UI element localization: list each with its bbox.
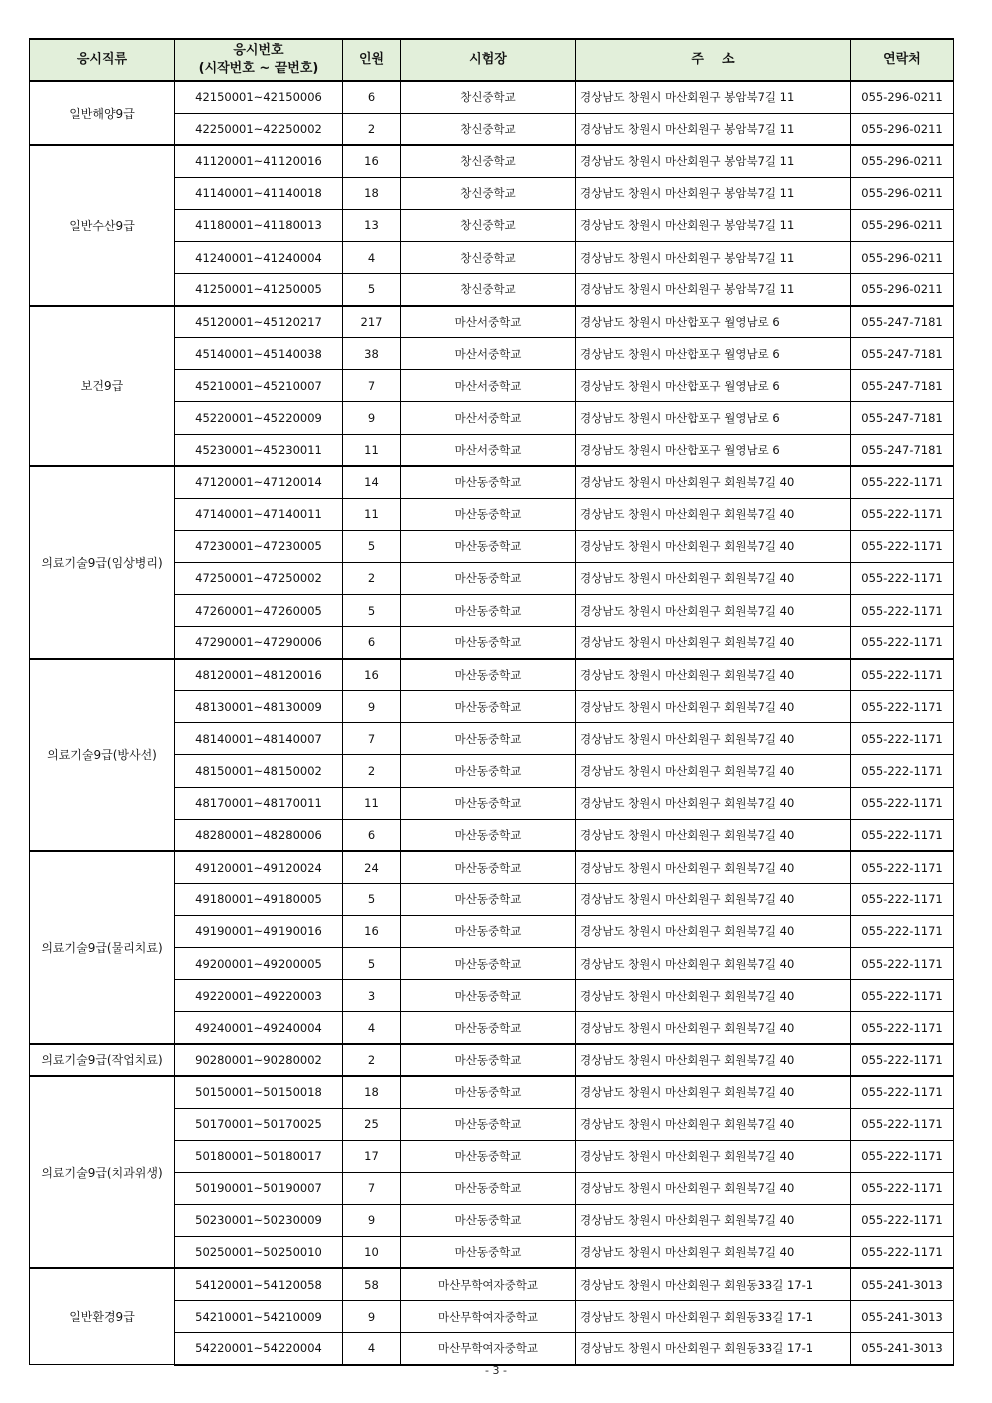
cell-address: 경상남도 창원시 마산회원구 회원북7길 40: [576, 819, 851, 851]
cell-job-category: 일반해양9급: [30, 81, 175, 145]
cell-address: 경상남도 창원시 마산회원구 회원북7길 40: [576, 723, 851, 755]
cell-venue: 마산동중학교: [401, 562, 576, 594]
cell-count: 13: [343, 209, 401, 241]
cell-contact: 055-222-1171: [851, 659, 954, 691]
cell-count: 2: [343, 562, 401, 594]
cell-address: 경상남도 창원시 마산회원구 회원북7길 40: [576, 851, 851, 883]
cell-venue: 마산서중학교: [401, 370, 576, 402]
cell-venue: 마산동중학교: [401, 883, 576, 915]
cell-exam-number-range: 49180001~49180005: [175, 883, 343, 915]
header-exam-number: [175, 39, 343, 81]
cell-venue: 마산서중학교: [401, 434, 576, 466]
cell-exam-number-range: 50150001~50150018: [175, 1076, 343, 1108]
header-count: 인원: [343, 39, 401, 81]
cell-address: 경상남도 창원시 마산회원구 회원북7길 40: [576, 595, 851, 627]
cell-contact: 055-222-1171: [851, 1172, 954, 1204]
cell-address: 경상남도 창원시 마산회원구 봉암북7길 11: [576, 274, 851, 306]
cell-venue: 마산서중학교: [401, 338, 576, 370]
cell-count: 9: [343, 691, 401, 723]
cell-address: 경상남도 창원시 마산회원구 회원북7길 40: [576, 691, 851, 723]
cell-exam-number-range: 50180001~50180017: [175, 1140, 343, 1172]
cell-venue: 마산동중학교: [401, 691, 576, 723]
cell-count: 7: [343, 370, 401, 402]
cell-address: 경상남도 창원시 마산회원구 회원북7길 40: [576, 915, 851, 947]
cell-count: 11: [343, 498, 401, 530]
cell-address: 경상남도 창원시 마산회원구 회원북7길 40: [576, 1012, 851, 1044]
cell-contact: 055-247-7181: [851, 434, 954, 466]
cell-exam-number-range: 41240001~41240004: [175, 241, 343, 273]
cell-contact: 055-296-0211: [851, 145, 954, 177]
cell-venue: 마산동중학교: [401, 948, 576, 980]
cell-contact: 055-222-1171: [851, 562, 954, 594]
cell-count: 4: [343, 1012, 401, 1044]
cell-exam-number-range: 49200001~49200005: [175, 948, 343, 980]
cell-count: 11: [343, 434, 401, 466]
cell-venue: 마산동중학교: [401, 1204, 576, 1236]
cell-address: 경상남도 창원시 마산합포구 월영남로 6: [576, 434, 851, 466]
cell-exam-number-range: 42150001~42150006: [175, 81, 343, 113]
cell-venue: 마산동중학교: [401, 1044, 576, 1076]
cell-address: 경상남도 창원시 마산회원구 회원북7길 40: [576, 498, 851, 530]
cell-count: 6: [343, 627, 401, 659]
cell-contact: 055-222-1171: [851, 1044, 954, 1076]
cell-contact: 055-296-0211: [851, 113, 954, 145]
cell-count: 11: [343, 787, 401, 819]
cell-address: 경상남도 창원시 마산회원구 회원동33길 17-1: [576, 1301, 851, 1333]
cell-venue: 창신중학교: [401, 113, 576, 145]
cell-address: 경상남도 창원시 마산회원구 회원북7길 40: [576, 980, 851, 1012]
cell-address: 경상남도 창원시 마산회원구 회원북7길 40: [576, 627, 851, 659]
cell-contact: 055-222-1171: [851, 595, 954, 627]
cell-contact: 055-222-1171: [851, 915, 954, 947]
cell-address: 경상남도 창원시 마산회원구 회원북7길 40: [576, 1204, 851, 1236]
cell-contact: 055-247-7181: [851, 338, 954, 370]
cell-count: 14: [343, 466, 401, 498]
cell-contact: 055-222-1171: [851, 530, 954, 562]
table-header: [30, 39, 954, 81]
cell-venue: 마산동중학교: [401, 915, 576, 947]
cell-venue: 마산무학여자중학교: [401, 1268, 576, 1300]
cell-exam-number-range: 41180001~41180013: [175, 209, 343, 241]
cell-address: 경상남도 창원시 마산회원구 봉암북7길 11: [576, 241, 851, 273]
cell-count: 58: [343, 1268, 401, 1300]
cell-venue: 마산동중학교: [401, 1236, 576, 1268]
cell-venue: 마산서중학교: [401, 306, 576, 338]
cell-count: 9: [343, 1301, 401, 1333]
cell-contact: 055-222-1171: [851, 948, 954, 980]
header-job: 응시직류: [30, 39, 175, 81]
cell-count: 38: [343, 338, 401, 370]
cell-venue: 마산동중학교: [401, 627, 576, 659]
cell-venue: 마산동중학교: [401, 1108, 576, 1140]
table-row: [30, 1044, 954, 1076]
cell-contact: 055-241-3013: [851, 1333, 954, 1365]
table-body: [30, 81, 954, 1365]
cell-venue: 마산동중학교: [401, 498, 576, 530]
header-venue: 시험장: [401, 39, 576, 81]
cell-exam-number-range: 45210001~45210007: [175, 370, 343, 402]
cell-venue: 마산서중학교: [401, 402, 576, 434]
cell-count: 6: [343, 819, 401, 851]
cell-count: 5: [343, 595, 401, 627]
cell-venue: 마산동중학교: [401, 1076, 576, 1108]
cell-count: 4: [343, 241, 401, 273]
cell-exam-number-range: 50230001~50230009: [175, 1204, 343, 1236]
cell-count: 5: [343, 274, 401, 306]
table-row: [30, 851, 954, 883]
cell-job-category: 일반수산9급: [30, 145, 175, 305]
cell-address: 경상남도 창원시 마산회원구 회원북7길 40: [576, 1108, 851, 1140]
cell-address: 경상남도 창원시 마산회원구 회원북7길 40: [576, 530, 851, 562]
exam-venue-table: [29, 38, 954, 1366]
cell-venue: 창신중학교: [401, 81, 576, 113]
cell-exam-number-range: 47140001~47140011: [175, 498, 343, 530]
cell-count: 217: [343, 306, 401, 338]
table-row: [30, 1076, 954, 1108]
cell-exam-number-range: 54120001~54120058: [175, 1268, 343, 1300]
cell-address: 경상남도 창원시 마산회원구 회원북7길 40: [576, 659, 851, 691]
cell-contact: 055-222-1171: [851, 627, 954, 659]
cell-address: 경상남도 창원시 마산회원구 봉암북7길 11: [576, 113, 851, 145]
cell-contact: 055-222-1171: [851, 498, 954, 530]
cell-job-category: 의료기술9급(방사선): [30, 659, 175, 852]
cell-exam-number-range: 54210001~54210009: [175, 1301, 343, 1333]
cell-count: 7: [343, 723, 401, 755]
cell-address: 경상남도 창원시 마산회원구 회원동33길 17-1: [576, 1333, 851, 1365]
cell-count: 9: [343, 402, 401, 434]
cell-contact: 055-222-1171: [851, 1140, 954, 1172]
page-number: - 3 -: [485, 1364, 507, 1377]
cell-contact: 055-247-7181: [851, 402, 954, 434]
cell-venue: 마산동중학교: [401, 595, 576, 627]
cell-address: 경상남도 창원시 마산회원구 회원북7길 40: [576, 1044, 851, 1076]
cell-contact: 055-296-0211: [851, 241, 954, 273]
cell-count: 5: [343, 883, 401, 915]
cell-venue: 마산동중학교: [401, 1012, 576, 1044]
cell-count: 3: [343, 980, 401, 1012]
cell-job-category: 의료기술9급(물리치료): [30, 851, 175, 1044]
cell-address: 경상남도 창원시 마산합포구 월영남로 6: [576, 306, 851, 338]
header-exam-number-line1: 응시번호: [233, 43, 284, 59]
cell-exam-number-range: 41140001~41140018: [175, 177, 343, 209]
cell-contact: 055-241-3013: [851, 1301, 954, 1333]
cell-address: 경상남도 창원시 마산회원구 회원북7길 40: [576, 466, 851, 498]
cell-exam-number-range: 47230001~47230005: [175, 530, 343, 562]
cell-count: 18: [343, 177, 401, 209]
cell-count: 10: [343, 1236, 401, 1268]
cell-exam-number-range: 42250001~42250002: [175, 113, 343, 145]
cell-job-category: 의료기술9급(치과위생): [30, 1076, 175, 1269]
cell-job-category: 보건9급: [30, 306, 175, 466]
cell-count: 18: [343, 1076, 401, 1108]
cell-exam-number-range: 50170001~50170025: [175, 1108, 343, 1140]
cell-address: 경상남도 창원시 마산회원구 회원북7길 40: [576, 787, 851, 819]
cell-count: 17: [343, 1140, 401, 1172]
cell-venue: 마산동중학교: [401, 1172, 576, 1204]
table-row: [30, 1268, 954, 1300]
cell-venue: 창신중학교: [401, 145, 576, 177]
cell-count: 6: [343, 81, 401, 113]
cell-venue: 창신중학교: [401, 274, 576, 306]
table-row: [30, 145, 954, 177]
cell-venue: 마산동중학교: [401, 530, 576, 562]
cell-address: 경상남도 창원시 마산회원구 회원북7길 40: [576, 948, 851, 980]
cell-venue: 마산무학여자중학교: [401, 1333, 576, 1365]
cell-exam-number-range: 49190001~49190016: [175, 915, 343, 947]
cell-address: 경상남도 창원시 마산합포구 월영남로 6: [576, 370, 851, 402]
cell-venue: 마산동중학교: [401, 755, 576, 787]
cell-venue: 마산동중학교: [401, 1140, 576, 1172]
cell-contact: 055-296-0211: [851, 177, 954, 209]
cell-venue: 창신중학교: [401, 241, 576, 273]
cell-count: 16: [343, 915, 401, 947]
cell-exam-number-range: 45120001~45120217: [175, 306, 343, 338]
cell-contact: 055-222-1171: [851, 851, 954, 883]
cell-exam-number-range: 47290001~47290006: [175, 627, 343, 659]
cell-address: 경상남도 창원시 마산회원구 회원북7길 40: [576, 755, 851, 787]
cell-venue: 창신중학교: [401, 177, 576, 209]
cell-count: 4: [343, 1333, 401, 1365]
cell-count: 2: [343, 113, 401, 145]
cell-exam-number-range: 48140001~48140007: [175, 723, 343, 755]
cell-contact: 055-222-1171: [851, 466, 954, 498]
cell-exam-number-range: 48120001~48120016: [175, 659, 343, 691]
cell-contact: 055-222-1171: [851, 1076, 954, 1108]
cell-address: 경상남도 창원시 마산회원구 회원북7길 40: [576, 883, 851, 915]
cell-count: 16: [343, 145, 401, 177]
cell-exam-number-range: 48280001~48280006: [175, 819, 343, 851]
cell-address: 경상남도 창원시 마산회원구 봉암북7길 11: [576, 145, 851, 177]
cell-exam-number-range: 50250001~50250010: [175, 1236, 343, 1268]
cell-contact: 055-222-1171: [851, 883, 954, 915]
cell-exam-number-range: 54220001~54220004: [175, 1333, 343, 1365]
cell-venue: 마산동중학교: [401, 723, 576, 755]
cell-exam-number-range: 45230001~45230011: [175, 434, 343, 466]
cell-address: 경상남도 창원시 마산회원구 봉암북7길 11: [576, 209, 851, 241]
cell-venue: 마산동중학교: [401, 466, 576, 498]
cell-contact: 055-222-1171: [851, 1236, 954, 1268]
cell-exam-number-range: 48130001~48130009: [175, 691, 343, 723]
cell-address: 경상남도 창원시 마산회원구 회원북7길 40: [576, 562, 851, 594]
header-address: 주 소: [576, 39, 851, 81]
cell-address: 경상남도 창원시 마산회원구 회원북7길 40: [576, 1172, 851, 1204]
cell-address: 경상남도 창원시 마산합포구 월영남로 6: [576, 338, 851, 370]
cell-contact: 055-222-1171: [851, 723, 954, 755]
cell-contact: 055-296-0211: [851, 81, 954, 113]
cell-count: 16: [343, 659, 401, 691]
cell-venue: 마산동중학교: [401, 851, 576, 883]
cell-venue: 마산동중학교: [401, 819, 576, 851]
cell-contact: 055-296-0211: [851, 274, 954, 306]
cell-count: 7: [343, 1172, 401, 1204]
cell-venue: 마산동중학교: [401, 659, 576, 691]
cell-exam-number-range: 49120001~49120024: [175, 851, 343, 883]
cell-count: 5: [343, 948, 401, 980]
cell-contact: 055-222-1171: [851, 1204, 954, 1236]
cell-address: 경상남도 창원시 마산회원구 회원북7길 40: [576, 1076, 851, 1108]
cell-exam-number-range: 48170001~48170011: [175, 787, 343, 819]
cell-contact: 055-222-1171: [851, 755, 954, 787]
table-row: [30, 81, 954, 113]
header-exam-number-line2: (시작번호 ~ 끝번호): [198, 61, 319, 76]
cell-address: 경상남도 창원시 마산회원구 봉암북7길 11: [576, 177, 851, 209]
header-contact: 연락처: [851, 39, 954, 81]
cell-job-category: 의료기술9급(작업치료): [30, 1044, 175, 1076]
cell-count: 25: [343, 1108, 401, 1140]
cell-exam-number-range: 48150001~48150002: [175, 755, 343, 787]
cell-address: 경상남도 창원시 마산회원구 회원동33길 17-1: [576, 1268, 851, 1300]
cell-count: 9: [343, 1204, 401, 1236]
cell-contact: 055-222-1171: [851, 1108, 954, 1140]
table-row: [30, 306, 954, 338]
cell-exam-number-range: 49220001~49220003: [175, 980, 343, 1012]
cell-exam-number-range: 90280001~90280002: [175, 1044, 343, 1076]
cell-exam-number-range: 47120001~47120014: [175, 466, 343, 498]
cell-address: 경상남도 창원시 마산합포구 월영남로 6: [576, 402, 851, 434]
cell-exam-number-range: 41120001~41120016: [175, 145, 343, 177]
cell-contact: 055-222-1171: [851, 980, 954, 1012]
cell-address: 경상남도 창원시 마산회원구 회원북7길 40: [576, 1236, 851, 1268]
cell-venue: 마산무학여자중학교: [401, 1301, 576, 1333]
cell-exam-number-range: 45220001~45220009: [175, 402, 343, 434]
table-row: [30, 659, 954, 691]
cell-count: 2: [343, 1044, 401, 1076]
cell-exam-number-range: 45140001~45140038: [175, 338, 343, 370]
cell-job-category: 의료기술9급(임상병리): [30, 466, 175, 659]
cell-venue: 마산동중학교: [401, 980, 576, 1012]
cell-contact: 055-222-1171: [851, 691, 954, 723]
cell-venue: 마산동중학교: [401, 787, 576, 819]
cell-exam-number-range: 41250001~41250005: [175, 274, 343, 306]
cell-contact: 055-241-3013: [851, 1268, 954, 1300]
cell-job-category: 일반환경9급: [30, 1268, 175, 1364]
cell-contact: 055-247-7181: [851, 306, 954, 338]
cell-count: 2: [343, 755, 401, 787]
cell-exam-number-range: 47260001~47260005: [175, 595, 343, 627]
cell-exam-number-range: 50190001~50190007: [175, 1172, 343, 1204]
cell-contact: 055-222-1171: [851, 819, 954, 851]
cell-address: 경상남도 창원시 마산회원구 봉암북7길 11: [576, 81, 851, 113]
cell-venue: 창신중학교: [401, 209, 576, 241]
cell-count: 24: [343, 851, 401, 883]
header-row: [30, 39, 954, 81]
cell-exam-number-range: 47250001~47250002: [175, 562, 343, 594]
cell-contact: 055-247-7181: [851, 370, 954, 402]
cell-contact: 055-222-1171: [851, 1012, 954, 1044]
cell-address: 경상남도 창원시 마산회원구 회원북7길 40: [576, 1140, 851, 1172]
cell-contact: 055-222-1171: [851, 787, 954, 819]
table-row: [30, 466, 954, 498]
cell-contact: 055-296-0211: [851, 209, 954, 241]
cell-count: 5: [343, 530, 401, 562]
cell-exam-number-range: 49240001~49240004: [175, 1012, 343, 1044]
